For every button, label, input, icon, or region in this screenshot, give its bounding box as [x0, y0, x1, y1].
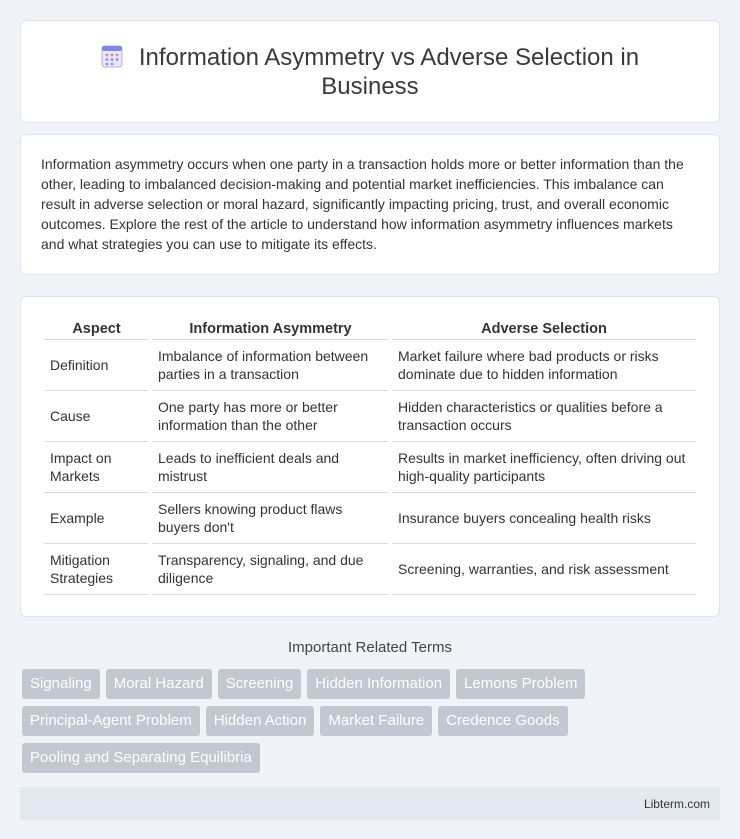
- term-pooling-and-separating-equilibria[interactable]: Pooling and Separating Equilibria: [22, 743, 260, 773]
- term-market-failure[interactable]: Market Failure: [320, 706, 432, 736]
- table-header-row: [44, 317, 696, 340]
- cell-aspect: Impact on Markets: [44, 442, 149, 493]
- title-card: [20, 20, 720, 123]
- term-moral-hazard[interactable]: Moral Hazard: [106, 669, 212, 699]
- term-principal-agent-problem[interactable]: Principal-Agent Problem: [22, 706, 200, 736]
- table-row: [44, 544, 696, 595]
- cell-information-asymmetry: Sellers knowing product flaws buyers don't: [152, 493, 389, 544]
- footer: [20, 787, 720, 820]
- intro-text: Information asymmetry occurs when one party in a transaction holds more or better information than the other, leading to imbalanced decision-making and potential market inefficiencies. This imbalance can result in adverse selection or moral hazard, significantly impacting pricing, trust, and overall economic outcomes. Explore the rest of the article to understand how information asymmetry influences markets and what strategies you can use to mitigate its effects.: [41, 156, 684, 252]
- header-information-asymmetry: Information Asymmetry: [152, 317, 389, 340]
- term-lemons-problem[interactable]: Lemons Problem: [456, 669, 585, 699]
- page-title: [61, 43, 679, 101]
- cell-aspect: Mitigation Strategies: [44, 544, 149, 595]
- related-terms-title: Important Related Terms: [288, 639, 452, 656]
- comparison-table: [41, 317, 699, 595]
- cell-adverse-selection: Insurance buyers concealing health risks: [392, 493, 696, 544]
- header-adverse-selection: Adverse Selection: [392, 317, 696, 340]
- cell-aspect: Cause: [44, 391, 149, 442]
- page-title-text: Information Asymmetry vs Adverse Selection in Business: [138, 43, 640, 100]
- comparison-card: [20, 296, 720, 617]
- header-aspect: Aspect: [44, 317, 149, 340]
- cell-aspect: Definition: [44, 340, 149, 391]
- cell-aspect: Example: [44, 493, 149, 544]
- table-row: [44, 391, 696, 442]
- cell-information-asymmetry: Transparency, signaling, and due diligence: [152, 544, 389, 595]
- table-row: [44, 340, 696, 391]
- intro-card: [20, 134, 720, 275]
- cell-adverse-selection: Hidden characteristics or qualities before a transaction occurs: [392, 391, 696, 442]
- cell-information-asymmetry: Leads to inefficient deals and mistrust: [152, 442, 389, 493]
- table-row: [44, 493, 696, 544]
- term-hidden-action[interactable]: Hidden Action: [206, 706, 315, 736]
- term-hidden-information[interactable]: Hidden Information: [307, 669, 450, 699]
- footer-site-link[interactable]: Libterm.com: [643, 796, 710, 811]
- term-signaling[interactable]: Signaling: [22, 669, 100, 699]
- related-terms-list: [20, 669, 720, 773]
- cell-information-asymmetry: Imbalance of information between parties in a transaction: [152, 340, 389, 391]
- document-icon: [101, 44, 123, 68]
- cell-adverse-selection: Screening, warranties, and risk assessment: [392, 544, 696, 595]
- cell-adverse-selection: Market failure where bad products or risks dominate due to hidden information: [392, 340, 696, 391]
- table-row: [44, 442, 696, 493]
- term-screening[interactable]: Screening: [218, 669, 302, 699]
- term-credence-goods[interactable]: Credence Goods: [438, 706, 567, 736]
- cell-information-asymmetry: One party has more or better information than the other: [152, 391, 389, 442]
- cell-adverse-selection: Results in market inefficiency, often driving out high-quality participants: [392, 442, 696, 493]
